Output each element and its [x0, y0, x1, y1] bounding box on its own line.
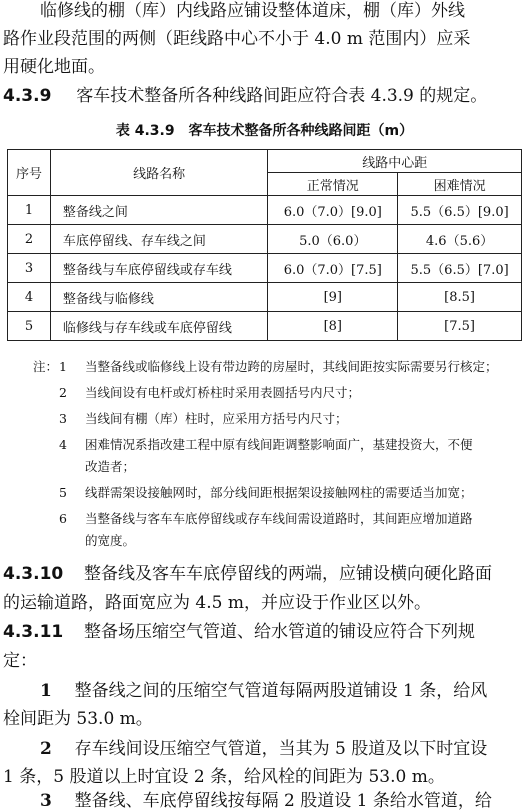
clause-4-3-10-line-2: 的运输道路，路面宽应为 4.5 m，并应设于作业区以外。: [3, 593, 431, 613]
row-difficult: 5.5（6.5）[7.0]: [398, 254, 522, 283]
header-seq: 序号: [8, 150, 51, 196]
clause-4-3-10: [3, 563, 492, 585]
notes-label: 注：: [33, 359, 59, 374]
intro-line-1: 临修线的棚（库）内线路应铺设整体道床，棚（库）外线: [40, 1, 465, 21]
row-normal: [8]: [268, 312, 398, 341]
clause-4-3-11: [3, 621, 475, 643]
note-text: 当线间有棚（库）柱时，应采用方括号内尺寸；: [85, 411, 348, 426]
header-name: 线路名称: [50, 150, 268, 196]
note-text: 线群需架设接触网时，部分线间距根据架设接触网柱的需要适当加宽；: [85, 485, 473, 500]
clause-text: 整备场压缩空气管道、给水管道的铺设应符合下列规: [84, 622, 476, 642]
clause-number: 4.3.9: [3, 86, 52, 106]
item-3: [40, 790, 492, 812]
header-group: 线路中心距: [268, 150, 522, 173]
header-normal: 正常情况: [268, 173, 398, 196]
item-number: 3: [40, 791, 52, 811]
note-number: 6: [59, 511, 67, 526]
item-1: [40, 680, 487, 702]
row-seq: 5: [8, 312, 51, 341]
row-difficult: [8.5]: [398, 283, 522, 312]
row-seq: 3: [8, 254, 51, 283]
table-row: [8, 196, 522, 225]
row-normal: 6.0（7.0）[7.5]: [268, 254, 398, 283]
note-number: 2: [59, 385, 67, 400]
note-text: 当整备线或临修线上设有带边跨的房屋时，其线间距按实际需要另行核定；: [85, 359, 498, 374]
note-text: 的宽度。: [85, 533, 136, 548]
table-row: [8, 312, 522, 341]
item-1-line-2: 栓间距为 53.0 m。: [3, 709, 153, 729]
note-number: 1: [59, 359, 67, 374]
intro-line-2: 路作业段范围的两侧（距线路中心不小于 4.0 m 范围内）应采: [3, 29, 471, 49]
row-name: 临修线与存车线或车底停留线: [50, 312, 268, 341]
clause-number: 4.3.11: [3, 622, 64, 642]
item-number: 1: [40, 681, 52, 701]
note-number: 3: [59, 411, 67, 426]
clause-number: 4.3.10: [3, 564, 64, 584]
table-row: [8, 225, 522, 254]
table-row: [8, 283, 522, 312]
note-number: 5: [59, 485, 67, 500]
item-text: 存车线间设压缩空气管道，当其为 5 股道及以下时宜设: [74, 739, 488, 759]
note-number: 4: [59, 437, 67, 452]
table-row: [8, 254, 522, 283]
clause-text: 整备线及客车车底停留线的两端，应铺设横向硬化路面: [84, 564, 493, 584]
row-seq: 1: [8, 196, 51, 225]
item-2: [40, 738, 487, 760]
row-seq: 4: [8, 283, 51, 312]
row-name: 车底停留线、存车线之间: [50, 225, 268, 254]
note-text: 困难情况系指改建工程中原有线间距调整影响面广，基建投资大，不便: [85, 437, 473, 452]
item-number: 2: [40, 739, 52, 759]
row-name: 整备线与车底停留线或存车线: [50, 254, 268, 283]
row-difficult: [7.5]: [398, 312, 522, 341]
intro-line-3: 用硬化地面。: [3, 57, 105, 77]
note-text: 改造者；: [85, 459, 136, 474]
item-text: 整备线、车底停留线按每隔 2 股道设 1 条给水管道，给: [74, 791, 492, 811]
row-seq: 2: [8, 225, 51, 254]
row-normal: 5.0（6.0）: [268, 225, 398, 254]
spacing-table: [7, 149, 522, 341]
clause-text: 客车技术整备所各种线路间距应符合表 4.3.9 的规定。: [76, 86, 488, 106]
item-2-line-2: 1 条，5 股道以上时宜设 2 条，给风栓的间距为 53.0 m。: [3, 767, 445, 787]
row-normal: 6.0（7.0）[9.0]: [268, 196, 398, 225]
item-text: 整备线之间的压缩空气管道每隔两股道铺设 1 条，给风: [74, 681, 488, 701]
clause-4-3-11-line-2: 定：: [3, 651, 37, 671]
row-name: 整备线之间: [50, 196, 268, 225]
clause-4-3-9: [3, 85, 487, 107]
table-caption: 表 4.3.9 客车技术整备所各种线路间距（m）: [115, 123, 414, 139]
row-difficult: 5.5（6.5）[9.0]: [398, 196, 522, 225]
row-normal: [9]: [268, 283, 398, 312]
header-difficult: 困难情况: [398, 173, 522, 196]
note-text: 当线间设有电杆或灯桥柱时采用表圆括号内尺寸；: [85, 385, 361, 400]
row-name: 整备线与临修线: [50, 283, 268, 312]
row-difficult: 4.6（5.6）: [398, 225, 522, 254]
note-text: 当整备线与客车车底停留线或存车线间需设道路时，其间距应增加道路: [85, 511, 473, 526]
